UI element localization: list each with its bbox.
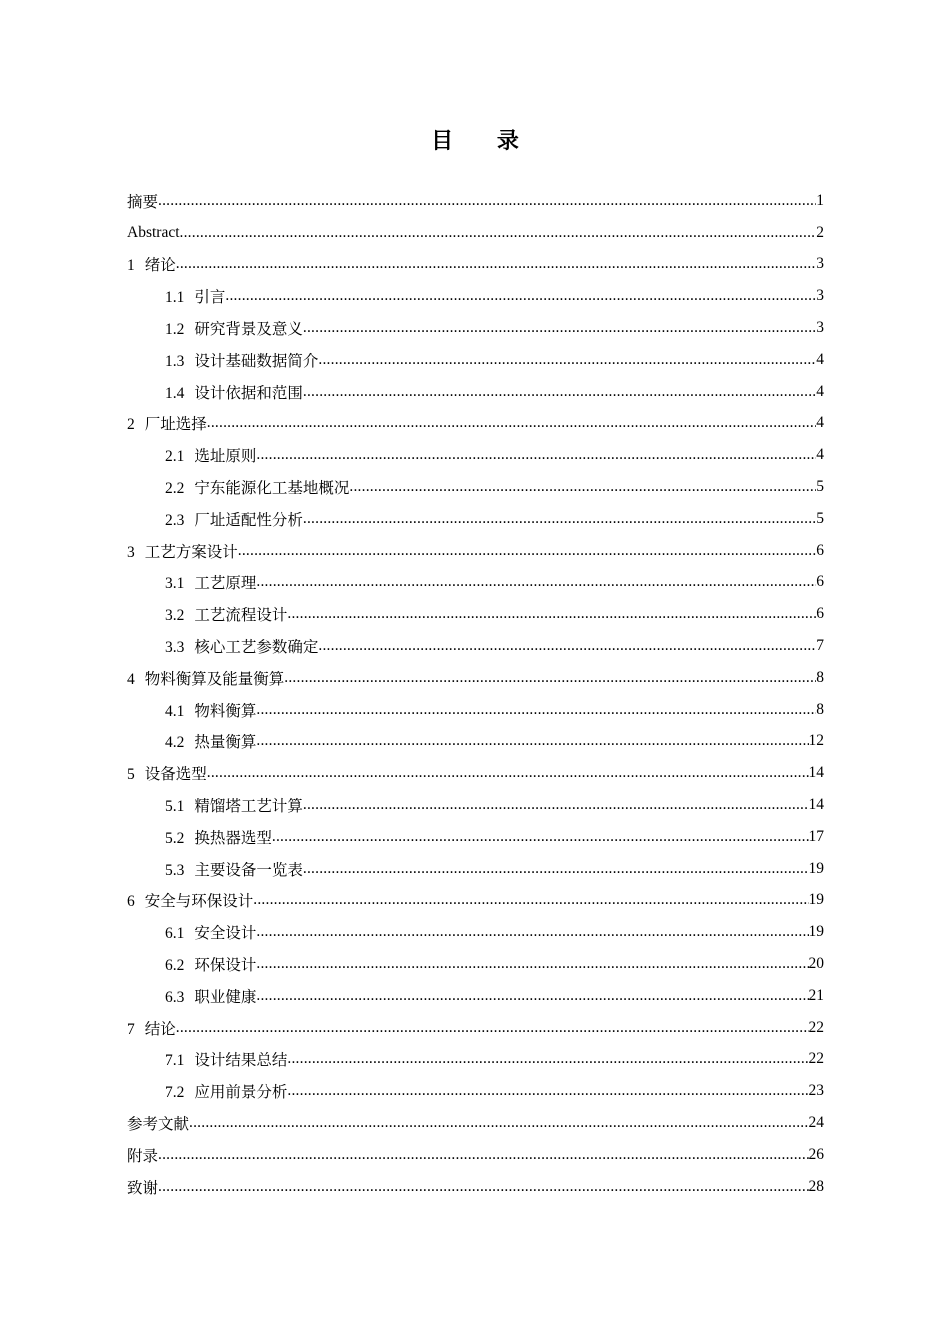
toc-leader-dots — [256, 923, 808, 941]
toc-leader-dots — [256, 573, 816, 591]
toc-entry-number: 4.1 — [165, 702, 185, 720]
toc-leader-dots — [303, 796, 809, 814]
toc-entry-number: 1.2 — [165, 321, 185, 339]
toc-entry-text: 应用前景分析 — [194, 1084, 288, 1102]
toc-entry-label — [165, 953, 256, 975]
toc-entry-page-number: 6 — [816, 541, 824, 559]
toc-entry-page-number: 24 — [808, 1114, 824, 1131]
toc-entry-number: 5.2 — [165, 829, 185, 847]
toc-leader-dots — [318, 637, 816, 655]
toc-leader-dots — [349, 478, 816, 496]
toc-entry-number: 7 — [127, 1020, 135, 1038]
toc-entry-page-number: 14 — [808, 764, 824, 782]
toc-entry-text: 宁东能源化工基地概况 — [194, 480, 350, 498]
toc-entry-label — [127, 1112, 189, 1134]
toc-entry-label — [165, 730, 256, 752]
toc-entry-number: 1.3 — [165, 352, 185, 370]
toc-entry-chapter[interactable] — [127, 535, 824, 567]
toc-entry-section[interactable] — [127, 853, 824, 885]
toc-entry-number: 1.1 — [165, 289, 185, 307]
toc-entry-chapter[interactable] — [127, 757, 824, 789]
toc-entry-label — [127, 762, 207, 784]
toc-entry-text: 工艺方案设计 — [144, 543, 238, 561]
toc-entry-section[interactable] — [127, 280, 824, 312]
toc-entry-label — [127, 667, 284, 689]
toc-entry-text: 绪论 — [144, 257, 176, 275]
toc-entry-page-number: 19 — [808, 859, 824, 877]
toc-leader-dots — [256, 955, 808, 973]
toc-entry-page-number: 20 — [808, 955, 824, 973]
toc-entry-section[interactable] — [127, 630, 824, 662]
toc-entry-section[interactable] — [127, 312, 824, 344]
toc-entry-label — [165, 603, 287, 625]
toc-entry-section[interactable] — [127, 789, 824, 821]
toc-entry-text: 环保设计 — [194, 957, 257, 975]
toc-entry-section[interactable] — [127, 948, 824, 980]
toc-entry-number: 7.1 — [165, 1052, 185, 1070]
toc-entry-label — [165, 921, 256, 943]
toc-entry-section[interactable] — [127, 821, 824, 853]
toc-entry-number: 5.1 — [165, 798, 185, 816]
toc-entry-page-number: 17 — [808, 827, 824, 845]
toc-entry-page-number: 22 — [808, 1018, 824, 1036]
toc-entry-page-number: 4 — [816, 414, 824, 432]
toc-leader-dots — [303, 383, 816, 401]
toc-entry-number: 4.2 — [165, 734, 185, 752]
toc-entry-text: 设计结果总结 — [194, 1052, 288, 1070]
toc-entry-chapter[interactable] — [127, 185, 824, 217]
toc-entry-page-number: 14 — [808, 796, 824, 814]
toc-entry-text: 设计基础数据简介 — [194, 352, 319, 370]
toc-entry-label — [127, 253, 176, 275]
toc-entry-text: 换热器选型 — [194, 829, 272, 847]
toc-entry-text: 工艺原理 — [194, 575, 257, 593]
toc-entry-page-number: 6 — [816, 605, 824, 623]
toc-entry-section[interactable] — [127, 598, 824, 630]
toc-entry-text: 精馏塔工艺计算 — [194, 798, 303, 816]
toc-entry-section[interactable] — [127, 916, 824, 948]
toc-entry-page-number: 1 — [816, 191, 824, 209]
toc-entry-label — [165, 1048, 287, 1070]
toc-leader-dots — [272, 828, 809, 846]
toc-entry-chapter[interactable] — [127, 1012, 824, 1044]
toc-entry-page-number: 7 — [816, 637, 824, 655]
toc-leader-dots — [253, 891, 808, 909]
toc-leader-dots — [256, 701, 816, 719]
toc-entry-section[interactable] — [127, 567, 824, 599]
toc-leader-dots — [225, 287, 816, 305]
toc-entry-page-number: 23 — [808, 1082, 824, 1100]
toc-leader-dots — [287, 605, 816, 623]
toc-entry-page-number: 5 — [816, 509, 824, 527]
toc-entry-text: 选址原则 — [194, 448, 257, 466]
toc-entry-page-number: 19 — [808, 891, 824, 909]
toc-entry-page-number: 3 — [816, 287, 824, 305]
toc-entry-label — [127, 190, 158, 212]
toc-leader-dots — [303, 510, 816, 528]
toc-entry-text: 引言 — [194, 289, 226, 307]
toc-entry-number: 6 — [127, 893, 135, 911]
toc-entry-section[interactable] — [127, 503, 824, 535]
toc-leader-dots — [176, 255, 816, 273]
toc-entry-text: 研究背景及意义 — [194, 321, 303, 339]
toc-leader-dots — [180, 224, 817, 242]
toc-entry-number: 2 — [127, 416, 135, 434]
toc-entry-page-number: 26 — [808, 1145, 824, 1163]
toc-entry-number: 1 — [127, 257, 135, 275]
toc-entry-text: 物料衡算及能量衡算 — [144, 670, 285, 688]
toc-entry-text: 设计依据和范围 — [194, 384, 303, 402]
toc-entry-number: 3.1 — [165, 575, 185, 593]
toc-entry-text: 附录 — [127, 1147, 159, 1165]
toc-entry-section[interactable] — [127, 439, 824, 471]
toc-leader-dots — [176, 1019, 809, 1037]
toc-entry-number: 1.4 — [165, 384, 185, 402]
toc-entry-label — [165, 571, 256, 593]
toc-entry-number: 2.1 — [165, 448, 185, 466]
toc-entry-page-number: 19 — [808, 923, 824, 941]
toc-entry-section[interactable] — [127, 471, 824, 503]
toc-entry-number: 6.1 — [165, 925, 185, 943]
toc-entry-number: 5 — [127, 766, 135, 784]
toc-entry-text: 厂址选择 — [144, 416, 207, 434]
toc-entry-label — [127, 1176, 158, 1198]
toc-entry-chapter[interactable] — [127, 885, 824, 917]
toc-entry-text: 厂址适配性分析 — [194, 511, 303, 529]
toc-entry-label — [165, 476, 349, 498]
toc-entry-text: 设备选型 — [144, 766, 207, 784]
toc-entry-page-number: 5 — [816, 478, 824, 496]
toc-entry-page-number: 21 — [808, 986, 824, 1004]
toc-entry-page-number: 4 — [816, 446, 824, 464]
toc-entry-label — [165, 317, 303, 339]
toc-entry-label — [127, 889, 253, 911]
toc-entry-number: 2.2 — [165, 480, 185, 498]
toc-entry-page-number: 12 — [808, 732, 824, 750]
toc-entry-chapter[interactable] — [127, 1171, 824, 1203]
toc-leader-dots — [256, 446, 816, 464]
toc-entry-number: 4 — [127, 670, 135, 688]
toc-entry-number: 5.3 — [165, 861, 185, 879]
toc-entry-section[interactable] — [127, 694, 824, 726]
toc-entry-label — [127, 1144, 158, 1166]
toc-leader-dots — [303, 319, 816, 337]
toc-entry-page-number: 4 — [816, 350, 824, 368]
toc-entry-page-number: 3 — [816, 255, 824, 273]
toc-entry-label — [127, 540, 238, 562]
toc-entry-text: 核心工艺参数确定 — [194, 639, 319, 657]
toc-entry-text: 参考文献 — [127, 1116, 190, 1133]
toc-entry-page-number: 6 — [816, 573, 824, 591]
toc-entry-chapter[interactable] — [127, 1139, 824, 1171]
toc-entry-text: 结论 — [144, 1020, 176, 1038]
toc-entry-label — [165, 381, 303, 403]
toc-entry-chapter[interactable] — [127, 662, 824, 694]
toc-leader-dots — [158, 192, 816, 210]
toc-leader-dots — [318, 351, 816, 369]
toc-entry-label — [165, 285, 225, 307]
toc-entry-text: 致谢 — [127, 1179, 159, 1197]
toc-entry-text: Abstract — [127, 223, 180, 241]
toc-entry-number: 3 — [127, 543, 135, 561]
toc-entry-label — [127, 224, 180, 242]
toc-leader-dots — [207, 414, 816, 432]
toc-entry-section[interactable] — [127, 980, 824, 1012]
toc-entry-chapter[interactable] — [127, 249, 824, 281]
toc-entry-label — [165, 858, 303, 880]
toc-entry-number: 6.3 — [165, 988, 185, 1006]
toc-entry-chapter[interactable] — [127, 217, 824, 249]
toc-entry-page-number: 28 — [808, 1177, 824, 1195]
toc-entry-label — [165, 699, 256, 721]
toc-entry-page-number: 2 — [816, 223, 824, 241]
toc-entry-section[interactable] — [127, 1075, 824, 1107]
toc-entry-number: 3.3 — [165, 639, 185, 657]
toc-entry-label — [165, 985, 256, 1007]
toc-entry-text: 安全与环保设计 — [144, 893, 254, 911]
toc-entry-page-number: 22 — [808, 1050, 824, 1068]
toc-entry-chapter[interactable] — [127, 1107, 824, 1139]
toc-entry-text: 摘要 — [127, 193, 159, 211]
toc-leader-dots — [284, 669, 816, 687]
toc-entry-text: 工艺流程设计 — [194, 607, 288, 625]
toc-entry-section[interactable] — [127, 344, 824, 376]
toc-entry-label — [165, 508, 303, 530]
toc-entry-label — [165, 794, 303, 816]
toc-leader-dots — [158, 1146, 808, 1164]
toc-list — [127, 185, 824, 1203]
toc-entry-section[interactable] — [127, 726, 824, 758]
toc-leader-dots — [303, 860, 809, 878]
toc-entry-number: 2.3 — [165, 511, 185, 529]
toc-entry-label — [165, 826, 272, 848]
toc-leader-dots — [238, 542, 816, 560]
toc-entry-text: 安全设计 — [194, 925, 257, 943]
toc-leader-dots — [287, 1082, 808, 1100]
toc-leader-dots — [189, 1114, 808, 1132]
toc-entry-number: 3.2 — [165, 607, 185, 625]
toc-entry-number: 6.2 — [165, 957, 185, 975]
toc-entry-text: 物料衡算 — [194, 702, 257, 720]
toc-entry-label — [127, 412, 207, 434]
toc-entry-chapter[interactable] — [127, 408, 824, 440]
toc-leader-dots — [256, 987, 808, 1005]
toc-entry-text: 职业健康 — [194, 988, 257, 1006]
toc-entry-section[interactable] — [127, 1044, 824, 1076]
toc-leader-dots — [256, 732, 808, 750]
toc-entry-page-number: 8 — [816, 668, 824, 686]
toc-leader-dots — [207, 764, 809, 782]
toc-entry-label — [127, 1017, 176, 1039]
toc-entry-page-number: 4 — [816, 382, 824, 400]
toc-entry-label — [165, 444, 256, 466]
toc-entry-section[interactable] — [127, 376, 824, 408]
toc-entry-text: 主要设备一览表 — [194, 861, 303, 879]
toc-entry-number: 7.2 — [165, 1084, 185, 1102]
toc-entry-page-number: 3 — [816, 319, 824, 337]
toc-entry-label — [165, 349, 318, 371]
toc-entry-label — [165, 1080, 287, 1102]
toc-leader-dots — [158, 1178, 808, 1196]
toc-entry-label — [165, 635, 318, 657]
toc-title: 目 录 — [431, 129, 537, 154]
toc-entry-page-number: 8 — [816, 700, 824, 718]
toc-entry-text: 热量衡算 — [194, 734, 257, 752]
toc-leader-dots — [287, 1050, 808, 1068]
